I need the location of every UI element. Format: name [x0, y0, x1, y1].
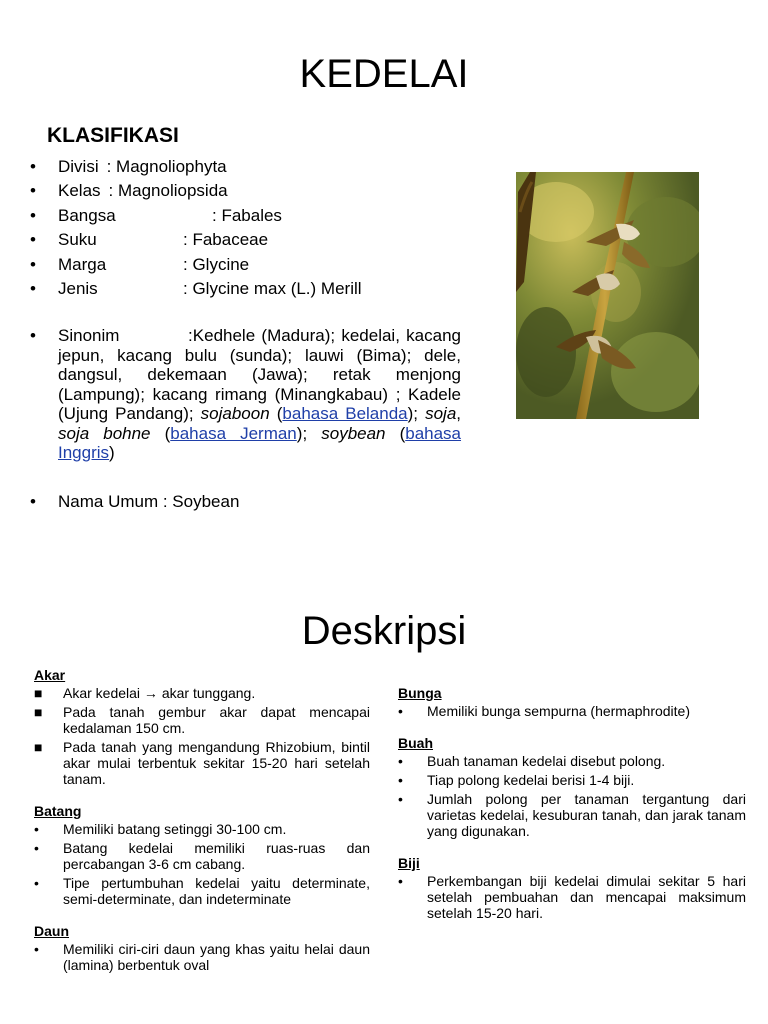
- section-list-buah: [398, 753, 746, 839]
- taxonomy-item-marga: [30, 253, 250, 277]
- taxonomy-value: : Fabaceae: [183, 230, 269, 250]
- link-bahasa-inggris[interactable]: bahasa Inggris: [58, 423, 462, 462]
- list-item: [398, 873, 746, 921]
- section-heading-biji: Biji: [398, 855, 420, 871]
- sinonim-soja: soja: [425, 404, 457, 423]
- list-item-text: Jumlah polong per tanaman tergantung dari varietas kedelai, kesuburan tanah, dan jarak tanam yang digunakan.: [427, 791, 746, 839]
- taxonomy-value: : Magnoliopsida: [108, 181, 228, 201]
- soybean-plant-photo: [516, 172, 699, 419]
- section-list-batang: [34, 821, 370, 907]
- sinonim-lead: Sinonim :Kedhele (Madura); kedelai, kacang jepun, kacang bulu (sunda); lauwi (Bima); dele, dangsul, dekemaan (Jawa); retak menjong (Lampung); kacang rimang (Minangkabau) ; Kadele (Ujung Pandang);: [58, 326, 461, 423]
- taxonomy-item-divisi: [30, 155, 228, 179]
- sinonim-soja-bohne: soja bohne: [58, 423, 151, 443]
- list-item-text: Memiliki batang setinggi 30-100 cm.: [63, 821, 287, 837]
- list-item-text: Pada tanah yang mengandung Rhizobium, bintil akar mulai terbentuk sekitar 15-20 hari setelah tanam.: [63, 739, 370, 787]
- link-bahasa-jerman[interactable]: bahasa Jerman: [170, 423, 297, 443]
- list-item: [398, 791, 746, 839]
- taxonomy-item-bangsa: [30, 204, 282, 228]
- bullet: •: [398, 703, 403, 719]
- bullet: ■: [34, 704, 43, 720]
- list-item-text: Buah tanaman kedelai disebut polong.: [427, 753, 666, 769]
- list-item: [34, 739, 370, 787]
- list-item: [34, 941, 370, 973]
- section-heading-daun: Daun: [34, 923, 69, 939]
- taxonomy-list: [30, 155, 362, 301]
- taxonomy-value: : Fabales: [212, 205, 282, 225]
- section-heading-buah: Buah: [398, 735, 433, 751]
- taxonomy-label: Kelas: [58, 181, 101, 201]
- sinonim-text: Sinonim :Kedhele (Madura); kedelai, kacang jepun, kacang bulu (sunda); lauwi (Bima); dele, dangsul, dekemaan (Jawa); retak menjong (Lampung); kacang rimang (Minangkabau) ; Kadele (Ujung Pandang); sojaboon (bahasa Belanda); soja, soja bohne (bahasa Jerman); soybean (bahasa Inggris): [58, 326, 462, 462]
- sinonim-sojaboon: sojaboon: [200, 404, 270, 423]
- sinonim-soybean: soybean: [321, 423, 386, 443]
- list-item-text: Tipe pertumbuhan kedelai yaitu determinate, semi-determinate, dan indeterminate: [63, 875, 370, 907]
- section-heading-batang: Batang: [34, 803, 82, 819]
- section-heading-bunga: Bunga: [398, 685, 442, 701]
- taxonomy-item-jenis: [30, 277, 362, 301]
- taxonomy-label: Marga: [58, 254, 107, 274]
- taxonomy-value: : Glycine: [183, 254, 250, 274]
- bullet: ■: [34, 685, 43, 701]
- section-list-biji: [398, 873, 746, 921]
- list-item: [398, 753, 746, 769]
- bullet: •: [398, 772, 403, 788]
- section-heading-klasifikasi: KLASIFIKASI: [47, 124, 179, 147]
- left-column: [34, 667, 370, 989]
- bullet: •: [34, 840, 39, 856]
- slide-title: Deskripsi: [301, 609, 467, 653]
- list-item-text: Memiliki ciri-ciri daun yang khas yaitu helai daun (lamina) berbentuk oval: [63, 941, 370, 973]
- taxonomy-item-suku: [30, 228, 269, 252]
- bullet: •: [30, 492, 36, 511]
- nama-umum-text: Nama Umum : Soybean: [58, 492, 240, 511]
- section-list-daun: [34, 941, 370, 973]
- bullet: •: [398, 873, 403, 889]
- section-list-akar: [34, 685, 370, 787]
- bullet: •: [30, 254, 36, 274]
- list-item: [398, 703, 746, 719]
- link-bahasa-belanda[interactable]: bahasa Belanda: [282, 404, 408, 423]
- list-item-text: Pada tanah gembur akar dapat mencapai kedalaman 150 cm.: [63, 704, 370, 736]
- taxonomy-label: Bangsa: [58, 205, 116, 225]
- list-item: [34, 685, 370, 701]
- taxonomy-label: Jenis: [58, 278, 98, 298]
- list-item-text: Perkembangan biji kedelai dimulai sekitar 5 hari setelah pembuahan dan mencapai maksimum setelah 15-20 hari.: [427, 873, 746, 921]
- bullet: •: [34, 821, 39, 837]
- taxonomy-value: : Magnoliophyta: [106, 157, 227, 176]
- section-list-bunga: [398, 703, 746, 719]
- bullet: •: [34, 875, 39, 891]
- list-item-text: Memiliki bunga sempurna (hermaphrodite): [427, 703, 691, 719]
- soybean-plant-image: [516, 172, 699, 419]
- bullet: •: [30, 230, 36, 250]
- list-item: [34, 840, 370, 872]
- bullet: ■: [34, 739, 43, 755]
- slide-title: KEDELAI: [299, 52, 469, 96]
- list-item-text: Akar kedelai → akar tunggang.: [63, 685, 256, 701]
- taxonomy-item-kelas: [30, 179, 228, 203]
- bullet: •: [30, 157, 36, 176]
- bullet: •: [30, 205, 36, 225]
- bullet: •: [30, 181, 36, 201]
- bullet: •: [34, 941, 39, 957]
- bullet: •: [30, 326, 36, 345]
- slide-deskripsi: [0, 575, 768, 1024]
- list-item-text: Tiap polong kedelai berisi 1-4 biji.: [427, 772, 635, 788]
- bullet: •: [30, 278, 36, 298]
- list-item: [34, 704, 370, 736]
- right-column: [398, 685, 746, 937]
- list-item-text: Batang kedelai memiliki ruas-ruas dan percabangan 3-6 cm cabang.: [63, 840, 370, 872]
- sinonim-paragraph: [30, 326, 461, 463]
- taxonomy-label: Divisi: [58, 157, 99, 176]
- list-item: [34, 875, 370, 907]
- taxonomy-label: Suku: [58, 230, 97, 250]
- list-item: [398, 772, 746, 788]
- list-item: [34, 821, 370, 837]
- section-heading-akar: Akar: [34, 667, 66, 683]
- bullet: •: [398, 753, 403, 769]
- taxonomy-value: : Glycine max (L.) Merill: [183, 278, 362, 298]
- bullet: •: [398, 791, 403, 807]
- nama-umum: [30, 492, 239, 512]
